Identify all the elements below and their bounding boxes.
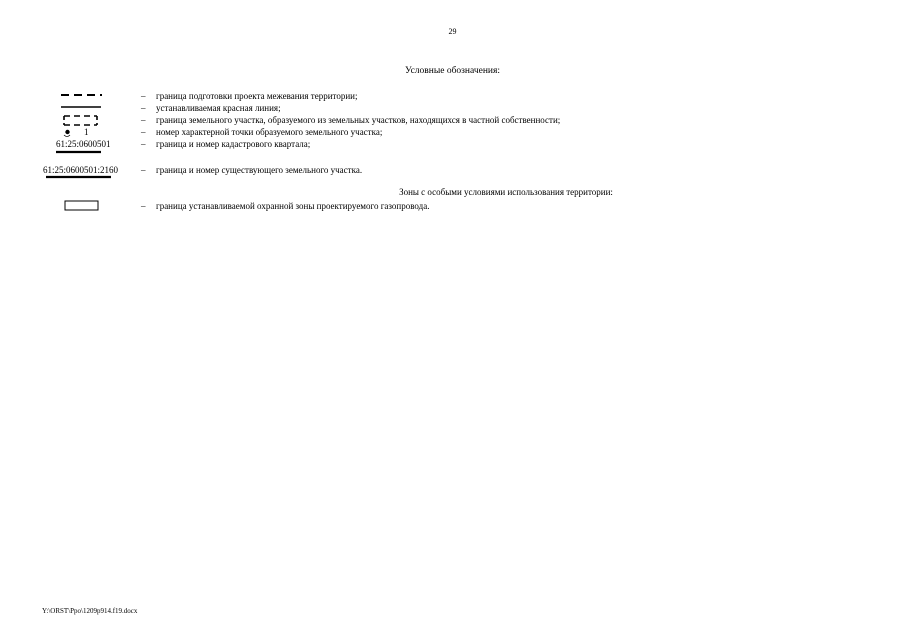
legend-description: граница и номер существующего земельного участка. [156, 165, 363, 175]
legend-description: граница подготовки проекта межевания территории; [156, 91, 358, 101]
legend-dash: – [141, 91, 146, 101]
legend-dash: – [141, 165, 146, 175]
dashed-boundary-symbol [40, 90, 150, 102]
legend-dash: – [141, 115, 146, 125]
legend-description: граница земельного участка, образуемого из земельных участков, находящихся в частной собственности; [156, 115, 561, 125]
legend-dash: – [141, 201, 146, 211]
legend-description: номер характерной точки образуемого земельного участка; [156, 127, 383, 137]
existing-plot-label: 61:25:0600501:2160 [43, 165, 119, 175]
point-number-label: 1 [84, 127, 89, 137]
legend-description: устанавливаемая красная линия; [156, 103, 281, 113]
legend-description: граница и номер кадастрового квартала; [156, 139, 311, 149]
formed-plot-boundary-symbol [40, 114, 150, 126]
protection-zone-symbol [40, 200, 150, 212]
legend-title: Условные обозначения: [404, 66, 500, 76]
legend-dash: – [141, 139, 146, 149]
existing-plot-line-symbol [40, 175, 150, 181]
zones-title: Зоны с особыми условиями использования территории: [399, 187, 613, 197]
cadastral-quarter-line-symbol [40, 150, 150, 156]
red-line-symbol [40, 102, 150, 114]
legend-dash: – [141, 127, 146, 137]
footer-file-path: Y:\ORST\Ppo\1209p914.f19.docx [42, 607, 138, 615]
page-number: 29 [448, 27, 457, 36]
legend-dash: – [141, 103, 146, 113]
cadastral-quarter-label: 61:25:0600501 [56, 139, 111, 149]
legend-description: граница устанавливаемой охранной зоны проектируемого газопровода. [156, 201, 430, 211]
point-symbol [40, 126, 150, 138]
